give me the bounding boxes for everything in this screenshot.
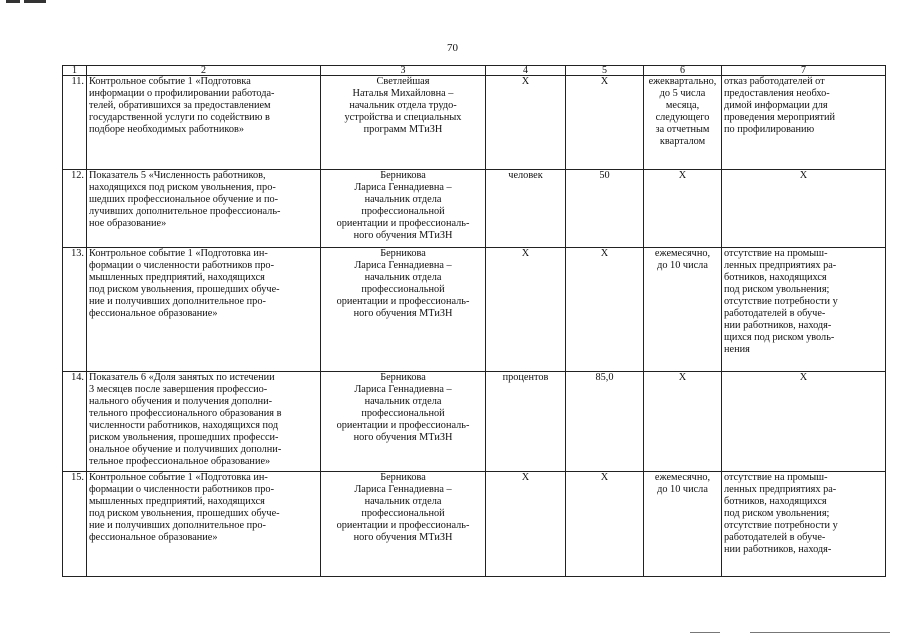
event-name	[87, 170, 321, 248]
target-value: 50	[566, 170, 644, 248]
responsible-person-line: начальник отдела	[364, 272, 442, 283]
unit-of-measure: Х	[486, 248, 566, 372]
risk-description	[722, 372, 886, 472]
responsible-person-line: Лариса Геннадиевна –	[354, 384, 452, 395]
target-value: Х	[566, 248, 644, 372]
responsible-person-line: начальник отдела	[364, 194, 442, 205]
event-name-line: под риском увольнения, прошедших обуче-	[89, 284, 280, 295]
deadline	[644, 372, 722, 472]
deadline	[644, 248, 722, 372]
unit-of-measure: Х	[486, 76, 566, 170]
event-name-line: нального обучения и получения дополни-	[89, 396, 273, 407]
responsible-person-line: устройства и специальных	[344, 112, 462, 123]
responsible-person-line: профессиональной	[361, 284, 445, 295]
responsible-person-line: начальник отдела	[364, 496, 442, 507]
responsible-person-line: Лариса Геннадиевна –	[354, 182, 452, 193]
event-name-line: Показатель 5 «Численность работников,	[89, 170, 266, 181]
responsible-person-line: Лариса Геннадиевна –	[354, 484, 452, 495]
responsible-person-line: начальник отдела трудо-	[349, 100, 457, 111]
risk-description-line: отсутствие потребности у	[724, 296, 838, 307]
row-number: 14.	[63, 372, 87, 472]
responsible-person-line: Берникова	[380, 170, 426, 181]
responsible-person-line: ориентации и профессиональ-	[336, 218, 470, 229]
risk-description-line: под риском увольнения;	[724, 284, 830, 295]
risk-description-line: нии работников, находя-	[724, 320, 832, 331]
responsible-person-line: ориентации и профессиональ-	[336, 520, 470, 531]
responsible-person-line: ориентации и профессиональ-	[336, 420, 470, 431]
risk-description-line: ботников, находящихся	[724, 496, 827, 507]
event-name-line: мышленных предприятий, находящихся	[89, 272, 265, 283]
responsible-person-line: ного обучения МТиЗН	[353, 532, 453, 543]
risk-description-line: отсутствие на промыш-	[724, 472, 828, 483]
responsible-person	[321, 372, 486, 472]
risk-description-line: отсутствие на промыш-	[724, 248, 828, 259]
unit-of-measure: человек	[486, 170, 566, 248]
responsible-person	[321, 170, 486, 248]
column-number-row	[63, 66, 886, 76]
deadline-line: Х	[678, 170, 687, 181]
responsible-person-line: Наталья Михайловна –	[352, 88, 454, 99]
event-name	[87, 472, 321, 577]
responsible-person-line: ориентации и профессиональ-	[336, 296, 470, 307]
event-name-line: ние и получивших дополнительное про-	[89, 296, 266, 307]
deadline-line: до 10 числа	[657, 260, 708, 271]
responsible-person-line: Светлейшая	[376, 76, 430, 87]
column-header: 2	[87, 66, 321, 76]
risk-description-line: ленных предприятиях ра-	[724, 484, 837, 495]
risk-description-line: работодателей в обуче-	[724, 532, 826, 543]
target-value: 85,0	[566, 372, 644, 472]
unit-of-measure: процентов	[486, 372, 566, 472]
column-header: 5	[566, 66, 644, 76]
deadline	[644, 170, 722, 248]
event-name-line: мышленных предприятий, находящихся	[89, 496, 265, 507]
target-value: Х	[566, 472, 644, 577]
event-name-line: находящихся под риском увольнения, про-	[89, 182, 276, 193]
deadline-line: до 5 числа	[659, 88, 706, 99]
deadline-line: месяца,	[665, 100, 700, 111]
responsible-person-line: ного обучения МТиЗН	[353, 308, 453, 319]
risk-description	[722, 248, 886, 372]
row-number: 15.	[63, 472, 87, 577]
risk-description-line: Х	[799, 372, 808, 383]
responsible-person	[321, 76, 486, 170]
responsible-person-line: ного обучения МТиЗН	[353, 230, 453, 241]
event-name-line: тельного профессионального образования в	[89, 408, 282, 419]
scan-bottom-marks	[690, 632, 890, 634]
event-name-line: телей, обратившихся за предоставлением	[89, 100, 271, 111]
event-name-line: лучивших дополнительное профессиональ-	[89, 206, 281, 217]
table-row	[63, 372, 886, 472]
responsible-person-line: профессиональной	[361, 408, 445, 419]
responsible-person-line: начальник отдела	[364, 396, 442, 407]
risk-description	[722, 76, 886, 170]
deadline-line: за отчетным	[655, 124, 710, 135]
risk-description-line: Х	[799, 170, 808, 181]
event-name-line: Показатель 6 «Доля занятых по истечении	[89, 372, 275, 383]
event-name-line: подборе необходимых работников»	[89, 124, 245, 135]
event-name-line: под риском увольнения, прошедших обуче-	[89, 508, 280, 519]
event-name	[87, 76, 321, 170]
page-number: 70	[447, 42, 458, 54]
table-row	[63, 472, 886, 577]
responsible-person-line: Берникова	[380, 472, 426, 483]
deadline-line: Х	[678, 372, 687, 383]
event-name-line: государственной услуги по содействию в	[89, 112, 270, 123]
deadline-line: до 10 числа	[657, 484, 708, 495]
risk-description-line: нии работников, находя-	[724, 544, 832, 555]
event-name-line: фессиональное образование»	[89, 308, 218, 319]
event-name	[87, 372, 321, 472]
risk-description	[722, 170, 886, 248]
risk-description-line: работодателей в обуче-	[724, 308, 826, 319]
event-name-line: фессиональное образование»	[89, 532, 218, 543]
risk-description-line: димой информации для	[724, 100, 828, 111]
event-name	[87, 248, 321, 372]
responsible-person-line: профессиональной	[361, 206, 445, 217]
risk-description-line: ленных предприятиях ра-	[724, 260, 837, 271]
event-name-line: тельное профессиональное образование»	[89, 456, 271, 467]
column-header: 4	[486, 66, 566, 76]
table-row	[63, 76, 886, 170]
table-row	[63, 170, 886, 248]
event-name-line: ное образование»	[89, 218, 167, 229]
scan-corner-mark	[6, 0, 46, 3]
table-row	[63, 248, 886, 372]
deadline-line: ежемесячно,	[654, 472, 711, 483]
row-number: 11.	[63, 76, 87, 170]
target-value: Х	[566, 76, 644, 170]
event-name-line: численности работников, находящихся под	[89, 420, 279, 431]
column-header: 7	[722, 66, 886, 76]
responsible-person-line: ного обучения МТиЗН	[353, 432, 453, 443]
risk-description-line: отсутствие потребности у	[724, 520, 838, 531]
event-name-line: шедших профессиональное обучение и по-	[89, 194, 279, 205]
event-name-line: Контрольное событие 1 «Подготовка	[89, 76, 251, 87]
plan-table	[62, 65, 886, 577]
risk-description-line: по профилированию	[724, 124, 815, 135]
deadline	[644, 76, 722, 170]
risk-description-line: отказ работодателей от	[724, 76, 825, 87]
deadline-line: ежемесячно,	[654, 248, 711, 259]
risk-description-line: щихся под риском уволь-	[724, 332, 835, 343]
column-header: 6	[644, 66, 722, 76]
event-name-line: ние и получивших дополнительное про-	[89, 520, 266, 531]
deadline	[644, 472, 722, 577]
responsible-person-line: программ МТиЗН	[363, 124, 443, 135]
event-name-line: риском увольнения, прошедших професси-	[89, 432, 279, 443]
risk-description	[722, 472, 886, 577]
event-name-line: Контрольное событие 1 «Подготовка ин-	[89, 472, 268, 483]
risk-description-line: под риском увольнения;	[724, 508, 830, 519]
row-number: 12.	[63, 170, 87, 248]
event-name-line: Контрольное событие 1 «Подготовка ин-	[89, 248, 268, 259]
event-name-line: информации о профилировании работода-	[89, 88, 275, 99]
column-header: 3	[321, 66, 486, 76]
deadline-line: следующего	[655, 112, 710, 123]
deadline-line: ежеквартально,	[648, 76, 717, 87]
risk-description-line: ботников, находящихся	[724, 272, 827, 283]
responsible-person-line: Берникова	[380, 248, 426, 259]
responsible-person-line: Лариса Геннадиевна –	[354, 260, 452, 271]
event-name-line: 3 месяцев после завершения профессио-	[89, 384, 268, 395]
event-name-line: ональное обучение и получивших дополни-	[89, 444, 282, 455]
responsible-person	[321, 248, 486, 372]
responsible-person-line: Берникова	[380, 372, 426, 383]
row-number: 13.	[63, 248, 87, 372]
deadline-line: кварталом	[659, 136, 706, 147]
responsible-person	[321, 472, 486, 577]
event-name-line: формации о численности работников про-	[89, 484, 274, 495]
risk-description-line: предоставления необхо-	[724, 88, 830, 99]
responsible-person-line: профессиональной	[361, 508, 445, 519]
risk-description-line: нения	[724, 344, 750, 355]
event-name-line: формации о численности работников про-	[89, 260, 274, 271]
column-header: 1	[63, 66, 87, 76]
unit-of-measure: Х	[486, 472, 566, 577]
risk-description-line: проведения мероприятий	[724, 112, 835, 123]
